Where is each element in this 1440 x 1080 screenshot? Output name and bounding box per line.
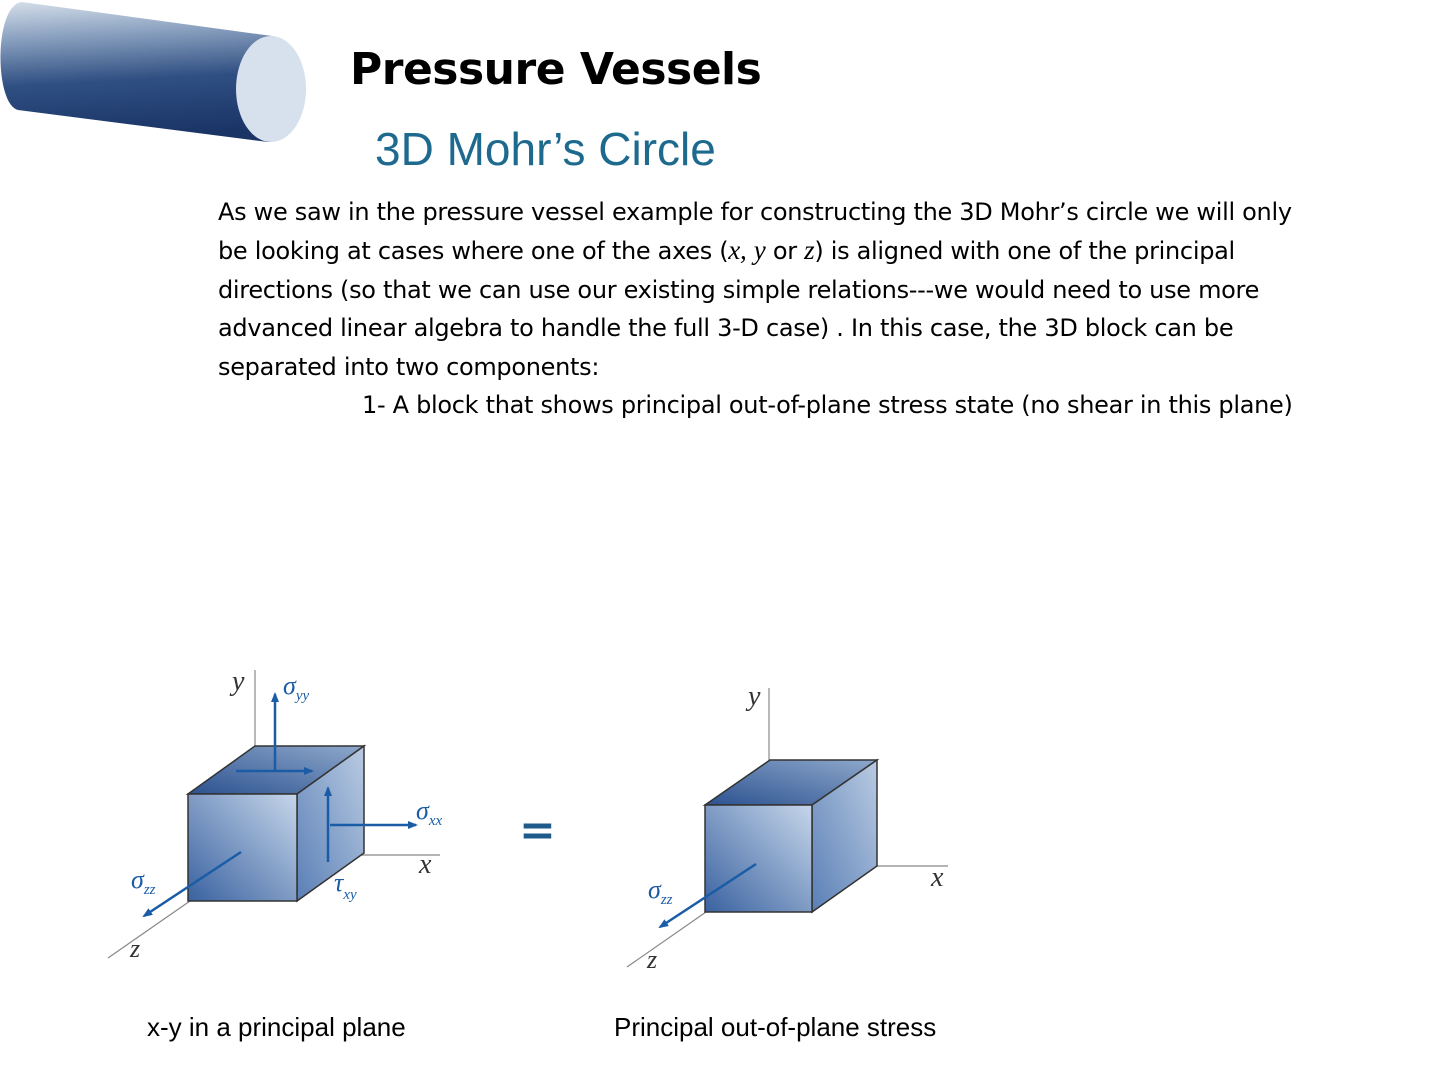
sigma-yy-label: $\sigma_{yy}$ [283,671,310,704]
body-text-segment: ) is aligned with one of the principal [814,237,1235,266]
body-line: separated into two components: [218,352,600,381]
body-line [218,231,1418,270]
y-axis-label: y [232,666,245,697]
y-axis-label: y [748,681,761,712]
z-axis-label: z [647,945,658,974]
axis-z-label: z [804,235,815,266]
z-axis-line [627,912,706,967]
body-text-segment: or [772,237,797,266]
page-subtitle: 3D Mohr’s Circle [375,123,716,175]
right-stress-block [627,681,948,974]
sigma-zz-label: $\sigma_{zz}$ [131,865,156,898]
x-axis-label: x [931,862,944,893]
left-caption: x-y in a principal plane [147,1012,406,1042]
right-caption: Principal out-of-plane stress [614,1012,937,1042]
stress-block-diagram [0,640,1440,1000]
sigma-xx-label: $\sigma_{xx}$ [416,796,443,829]
list-item: 1- A block that shows principal out-of-plane stress state (no shear in this plane) [362,391,1293,420]
cube-front-face [188,794,297,901]
body-line: directions (so that we can use our existing simple relations---we would need to use more [218,275,1260,304]
tau-xy-label: $\tau_{xy}$ [334,868,357,903]
sigma-zz-label: $\sigma_{zz}$ [648,875,673,908]
z-axis-label: z [130,934,141,963]
body-line: advanced linear algebra to handle the full 3-D case) . In this case, the 3D block can be [218,314,1234,343]
x-axis-label: x [419,849,432,880]
body-text-segment: be looking at cases where one of the axes ( [218,237,729,266]
cube-front-face [705,805,812,912]
z-axis-line [108,901,190,958]
cylinder-logo [0,0,320,150]
equals-sign: = [519,805,556,856]
page-title: Pressure Vessels [350,44,762,95]
axis-y-label: y [753,235,766,266]
body-paragraph [218,193,1418,424]
axis-x-label: x, [728,235,747,266]
left-stress-block [108,666,442,963]
body-line: As we saw in the pressure vessel example for constructing the 3D Mohr’s circle we will only [218,198,1292,226]
